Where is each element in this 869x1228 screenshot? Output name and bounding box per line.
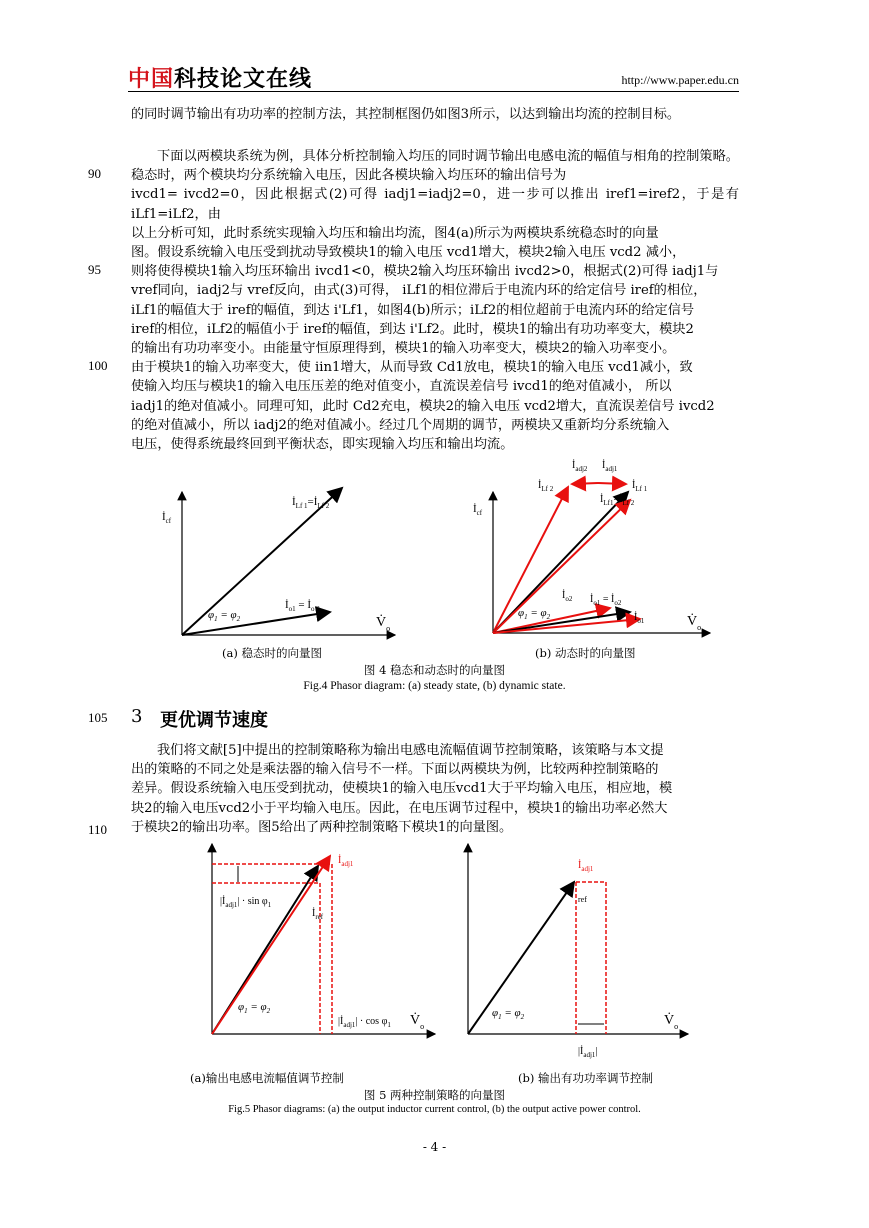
svg-text:İLf 2: $İ_{Lf 2}$ <box>538 480 554 493</box>
fig5b-active-power-control <box>468 844 688 1059</box>
logo-part1: 中国 <box>128 67 175 92</box>
logo-part2: 科技论文在线 <box>174 67 313 92</box>
page-number: - 4 - <box>422 1140 447 1154</box>
fig5-subcaption-b: (b) 输出有功功率调节控制 <box>518 1071 653 1085</box>
svg-text:İadj1: $İ_{adj1}$ <box>602 460 618 473</box>
header-url[interactable]: http://www.paper.edu.cn <box>621 73 739 87</box>
svg-text:İo1 = İo2: $İ_{o1}$ = $İ_{o2}$ <box>590 594 622 607</box>
paragraph-2 <box>131 147 739 454</box>
fig4a-steady-state <box>162 488 395 635</box>
paragraph-2-line: vref同向，iadj2与 vref反向，由式(3)可得， iLf1的相位滞后于电流内环的给定信号 iref的相位， <box>131 283 707 299</box>
fig5-caption-cn: 图 5 两种控制策略的向量图 <box>363 1088 506 1102</box>
line-number: 90 <box>88 166 101 181</box>
svg-text:İadj1: $İ_{adj1}$ <box>338 855 354 868</box>
svg-text:|İadj1| · sin φ1: $|İ_{adj1}| \cdot \sin \varphi_1$ <box>220 896 272 909</box>
paragraph-2-line: 由于模块1的输入功率变大，使 iin1增大，从而导致 Cd1放电，模块1的输入电压 vcd1减小，致 <box>131 360 693 376</box>
svg-text:İcf: $İ_{cf}$ <box>473 503 483 517</box>
paragraph-1 <box>131 105 739 124</box>
svg-text:İLf 1=İLf 2: $İ_{Lf 1}=İ_{Lf 2}$ <box>292 496 330 510</box>
line-number: 100 <box>88 358 108 373</box>
svg-text:V̇o: $V̇_o$ <box>376 615 391 633</box>
section-title: 更优调节速度 <box>160 710 268 731</box>
svg-text:φ1 = φ2: $\varphi_1 = \varphi_2$ <box>238 1001 271 1015</box>
paragraph-2-line: 电压，使得系统最终回到平衡状态，即实现输入均压和输出均流。 <box>131 437 514 453</box>
journal-logo <box>128 62 312 93</box>
figure-4-diagram <box>150 450 740 660</box>
fig5-subcaption-a: (a)输出电感电流幅值调节控制 <box>190 1071 344 1085</box>
svg-text:|İadj1|: $|İ_{adj1}|$ <box>578 1046 598 1059</box>
paragraph-3-line: 出的策略的不同之处是乘法器的输入信号不一样。下面以两模块为例，比较两种控制策略的 <box>131 762 659 778</box>
svg-text:İadj2: $İ_{adj2}$ <box>572 460 588 473</box>
svg-text:İLf1=İLf 2: $İ_{Lf1}=İ_{Lf 2}$ <box>600 494 635 507</box>
paragraph-3-line: 差异。假设系统输入电压受到扰动，使模块1的输入电压vcd1大于平均输入电压，相应地，模 <box>131 781 673 797</box>
svg-text:İo1: $İ_{o1}$ <box>634 612 645 625</box>
paragraph-2-line: 图。假设系统输入电压受到扰动导致模块1的输入电压 vcd1增大，模块2输入电压 vcd2 减小， <box>131 245 686 261</box>
section-number: 3 <box>131 706 143 727</box>
paragraph-2-line: ivcd1= ivcd2=0，因此根据式(2)可得 iadj1=iadj2=0，进一步可以推出 iref1=iref2，于是有 iLf1=iLf2，由 <box>131 187 739 222</box>
svg-text:İadj1: $İ_{adj1}$ <box>578 860 594 873</box>
paragraph-2-line: 的绝对值减小，所以 iadj2的绝对值减小。经过几个周期的调节，两模块又重新均分系统输入 <box>131 417 670 433</box>
paragraph-2-line: 以上分析可知，此时系统实现输入均压和输出均流，图4(a)所示为两模块系统稳态时的向量 <box>131 225 659 241</box>
paragraph-2-line: iadj1的绝对值减小。同理可知，此时 Cd2充电，模块2的输入电压 vcd2增大，直流误差信号 ivcd2 <box>131 398 715 414</box>
svg-text:İLf 1: $İ_{Lf 1}$ <box>632 480 648 493</box>
paragraph-3-line: 我们将文献[5]中提出的控制策略称为输出电感电流幅值调节控制策略，该策略与本文提 <box>157 743 664 758</box>
paragraph-2-line: iLf1的幅值大于 iref的幅值，到达 i'Lf1，如图4(b)所示；iLf2的相位超前于电流内环的给定信号 <box>131 302 695 318</box>
paragraph-1-text: 的同时调节输出有功功率的控制方法，其控制框图仍如图3所示，以达到输出均流的控制目标。 <box>131 107 681 122</box>
paragraph-2-line: 的输出有功功率变小。由能量守恒原理得到，模块1的输入功率变大，模块2的输入功率变小。 <box>131 341 676 357</box>
paragraph-3-line: 块2的输入电压vcd2小于平均输入电压。因此，在电压调节过程中，模块1的输出功率必然大 <box>131 800 668 816</box>
fig4-subcaption-b: (b) 动态时的向量图 <box>535 646 636 660</box>
svg-text:İcf: $İ_{cf}$ <box>162 511 172 525</box>
svg-text:φ1 = φ2: $\varphi_1 = \varphi_2$ <box>492 1007 525 1021</box>
fig4-caption-cn: 图 4 稳态和动态时的向量图 <box>363 663 506 677</box>
paragraph-2-line: 则将使得模块1输入均压环输出 ivcd1<0，模块2输入均压环输出 ivcd2>0，根据式(2)可得 iadj1与 <box>131 264 719 280</box>
paragraph-2-line: iref的相位，iLf2的幅值小于 iref的幅值，到达 i'Lf2。此时，模块1的输出有功功率变大，模块2 <box>131 321 694 337</box>
svg-text:|İadj1| · cos φ1: $|İ_{adj1}| \cdot \cos \varphi_1$ <box>338 1016 391 1029</box>
line-number: 105 <box>88 710 108 725</box>
header-rule <box>128 91 739 92</box>
fig4b-dynamic-state <box>473 459 710 633</box>
paragraph-3 <box>131 741 739 837</box>
line-number: 110 <box>88 822 108 837</box>
svg-text:İref: $İ_{ref}$ <box>312 908 324 921</box>
svg-text:İo2: $İ_{o2}$ <box>562 590 573 603</box>
svg-text:V̇o: $V̇_o$ <box>410 1013 425 1031</box>
svg-text:V̇o: $V̇_o$ <box>664 1013 679 1031</box>
svg-text:φ1 = φ2: $\varphi_1 = \varphi_2$ <box>518 607 551 621</box>
svg-text:ref: ref <box>578 895 587 904</box>
fig5a-inductor-current-control <box>212 844 435 1034</box>
fig4-subcaption-a: (a) 稳态时的向量图 <box>222 646 322 660</box>
svg-text:İo1 = İo 2: $İ_{o1}$ = $İ_{o 2}$ <box>285 599 320 613</box>
svg-text:V̇o: $V̇_o$ <box>687 614 702 632</box>
paragraph-3-line: 于模块2的输出功率。图5给出了两种控制策略下模块1的向量图。 <box>131 819 513 835</box>
paragraph-2-intro: 下面以两模块系统为例，具体分析控制输入均压的同时调节输出电感电流的幅值与相角的控制策略。稳态时，两个模块均分系统输入电压，因此各模块输入均压环的输出信号为 <box>131 149 739 184</box>
figure-5-diagram <box>190 838 710 1068</box>
fig4-caption-en: Fig.4 Phasor diagram: (a) steady state, (b) dynamic state. <box>303 680 566 692</box>
paragraph-2-line: 使输入均压与模块1的输入电压压差的绝对值变小，直流误差信号 ivcd1的绝对值减小， 所以 <box>131 379 672 395</box>
line-number: 95 <box>88 262 101 277</box>
fig5-caption-en: Fig.5 Phasor diagrams: (a) the output inductor current control, (b) the output active power control. <box>228 1104 641 1115</box>
svg-text:φ1 = φ2: $\varphi_1 = \varphi_2$ <box>208 609 241 623</box>
